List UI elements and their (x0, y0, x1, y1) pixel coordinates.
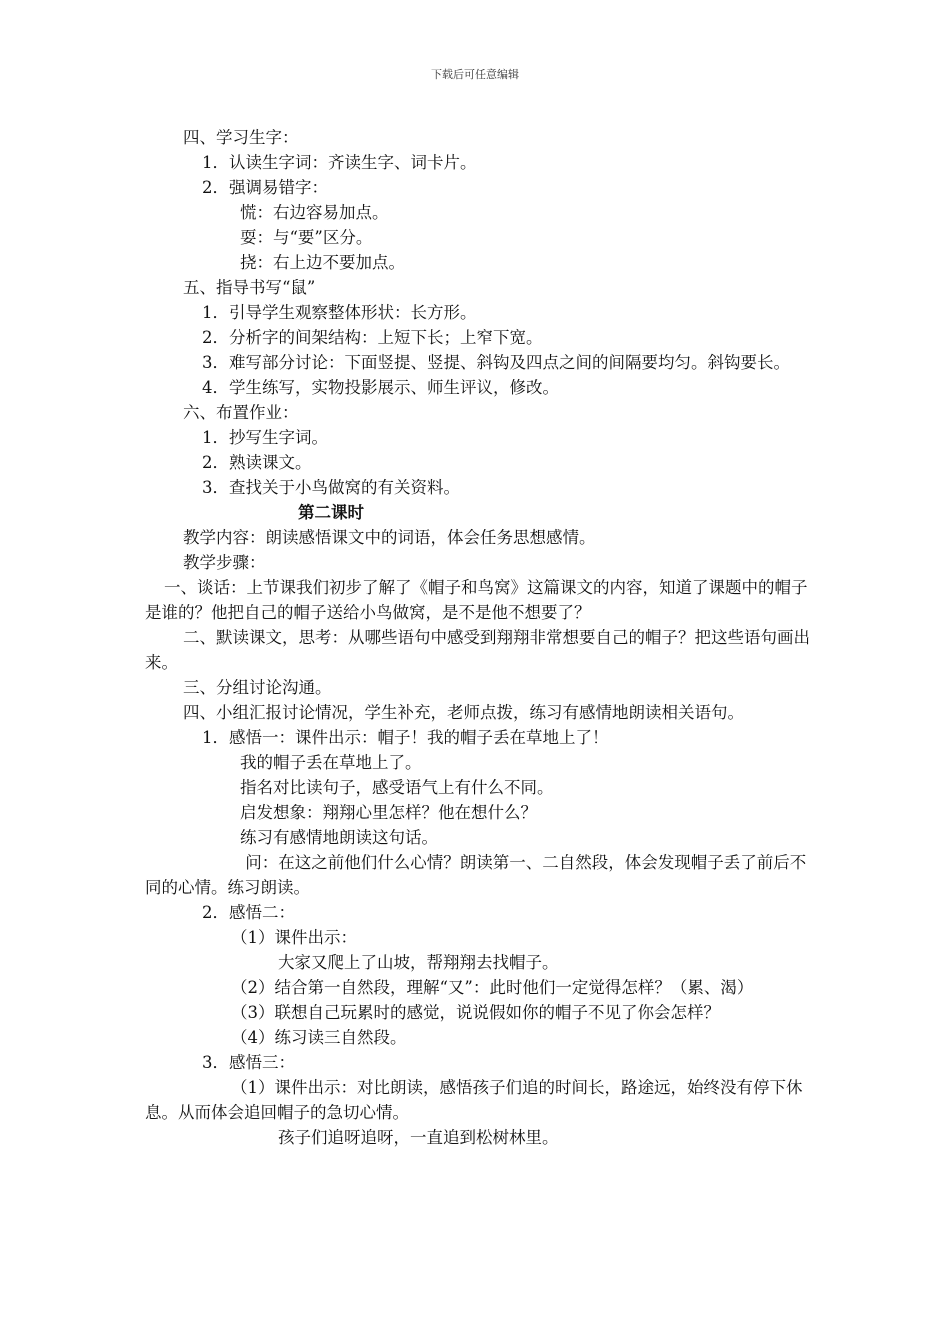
section-5-heading: 五、指导书写“鼠” (183, 278, 316, 297)
paragraph: 练习有感情地朗读这句话。 (240, 828, 438, 847)
paragraph: 指名对比读句子，感受语气上有什么不同。 (240, 778, 554, 797)
paragraph: 启发想象：翔翔心里怎样？他在想什么？ (240, 803, 537, 822)
paragraph: 问：在这之前他们什么心情？朗读第一、二自然段，体会发现帽子丢了前后不同的心情。练习朗读。 (145, 853, 807, 897)
list-item: 挠：右上边不要加点。 (240, 253, 405, 272)
list-item: 1．认读生字词：齐读生字、词卡片。 (202, 153, 477, 172)
paragraph: 我的帽子丢在草地上了。 (240, 753, 422, 772)
list-item: 2．感悟二： (202, 903, 295, 922)
list-item: （1）课件出示： (231, 928, 357, 947)
list-item: 2．熟读课文。 (202, 453, 312, 472)
list-item: 3．查找关于小鸟做窝的有关资料。 (202, 478, 460, 497)
section-4-heading: 四、学习生字： (183, 128, 299, 147)
lesson-two-heading: 第二课时 (298, 503, 364, 522)
list-item: 1．感悟一：课件出示：帽子！我的帽子丢在草地上了！ (202, 728, 609, 747)
list-item: 2．强调易错字： (202, 178, 328, 197)
list-item: 1．抄写生字词。 (202, 428, 328, 447)
section-6-heading: 六、布置作业： (183, 403, 299, 422)
paragraph: 教学步骤： (183, 553, 266, 572)
list-item: （2）结合第一自然段，理解“又”：此时他们一定觉得怎样？（累、渴） (231, 978, 754, 997)
list-item: 2．分析字的间架结构：上短下长；上窄下宽。 (202, 328, 543, 347)
list-item: 慌：右边容易加点。 (240, 203, 389, 222)
list-item: （1）课件出示：对比朗读，感悟孩子们追的时间长，路途远，始终没有停下休息。从而体会追回帽子的急切心情。 (145, 1078, 803, 1122)
paragraph: 四、小组汇报讨论情况，学生补充，老师点拨，练习有感情地朗读相关语句。 (183, 703, 744, 722)
list-item: 1．引导学生观察整体形状：长方形。 (202, 303, 477, 322)
list-item: 耍：与“要”区分。 (240, 228, 373, 247)
list-item: 4．学生练写，实物投影展示、师生评议，修改。 (202, 378, 559, 397)
paragraph: 孩子们追呀追呀，一直追到松树林里。 (278, 1128, 559, 1147)
list-item: 3．难写部分讨论：下面竖提、竖提、斜钩及四点之间的间隔要均匀。斜钩要长。 (202, 353, 790, 372)
list-item: （4）练习读三自然段。 (231, 1028, 407, 1047)
paragraph: 教学内容：朗读感悟课文中的词语，体会任务思想感情。 (183, 528, 596, 547)
document-body (145, 125, 810, 1150)
paragraph: 二、默读课文，思考：从哪些语句中感受到翔翔非常想要自己的帽子？把这些语句画出来。 (145, 628, 810, 672)
list-item: （3）联想自己玩累时的感觉，说说假如你的帽子不见了你会怎样？ (231, 1003, 720, 1022)
paragraph: 一、谈话：上节课我们初步了解了《帽子和鸟窝》这篇课文的内容，知道了课题中的帽子是谁的？他把自己的帽子送给小鸟做窝，是不是他不想要了？ (145, 578, 808, 622)
paragraph: 大家又爬上了山坡，帮翔翔去找帽子。 (278, 953, 559, 972)
page-header: 下载后可任意编辑 (431, 68, 519, 81)
list-item: 3．感悟三： (202, 1053, 295, 1072)
paragraph: 三、分组讨论沟通。 (183, 678, 332, 697)
